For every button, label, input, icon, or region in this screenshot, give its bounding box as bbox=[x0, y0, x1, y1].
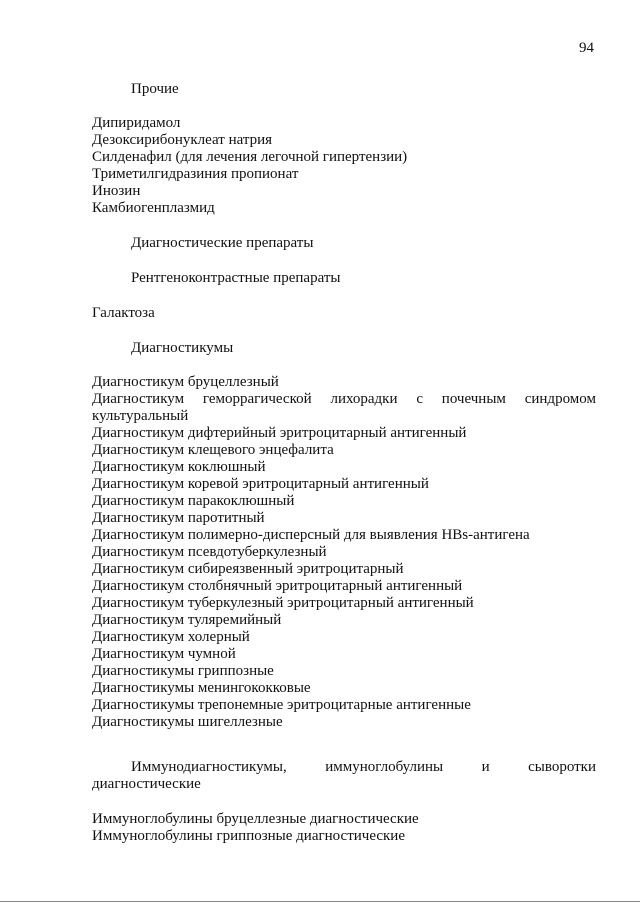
heading-diagnostic: Диагностические препараты bbox=[131, 235, 314, 251]
list-item-justified bbox=[92, 391, 596, 408]
list-xray bbox=[92, 305, 596, 322]
heading-diagnosticums: Диагностикумы bbox=[131, 340, 234, 356]
list-item: Галактоза bbox=[92, 305, 155, 321]
list-item: Диагностикум клещевого энцефалита bbox=[92, 442, 334, 458]
word: синдромом bbox=[524, 391, 596, 407]
list-diagnosticums bbox=[92, 374, 596, 731]
heading-other: Прочие bbox=[131, 81, 179, 97]
list-item: культуральный bbox=[92, 408, 189, 424]
list-item: Иммуноглобулины гриппозные диагностические bbox=[92, 828, 405, 844]
list-item: Диагностикум туляремийный bbox=[92, 612, 282, 628]
list-item: Диагностикум сибиреязвенный эритроцитарный bbox=[92, 561, 404, 577]
heading-immuno bbox=[131, 759, 596, 776]
list-item: Диагностикум бруцеллезный bbox=[92, 374, 279, 390]
list-item: Диагностикум паротитный bbox=[92, 510, 265, 526]
list-item: Диагностикум псевдотуберкулезный bbox=[92, 544, 327, 560]
list-item: Диагностикум коревой эритроцитарный антигенный bbox=[92, 476, 429, 492]
list-item: Диагностикумы гриппозные bbox=[92, 663, 274, 679]
list-item: Диагностикум дифтерийный эритроцитарный антигенный bbox=[92, 425, 467, 441]
list-other bbox=[92, 115, 596, 217]
bottom-edge-line bbox=[0, 901, 640, 902]
word: сыворотки bbox=[528, 759, 596, 775]
list-item: Диагностикум коклюшный bbox=[92, 459, 266, 475]
heading-immuno-cont bbox=[92, 776, 596, 793]
list-item: Диагностикум чумной bbox=[92, 646, 236, 662]
list-item: Силденафил (для лечения легочной гипертензии) bbox=[92, 149, 408, 165]
word: и bbox=[481, 759, 490, 775]
heading-continuation: диагностические bbox=[92, 776, 201, 792]
list-item: Дезоксирибонуклеат натрия bbox=[92, 132, 273, 148]
list-item: Диагностикумы шигеллезные bbox=[92, 714, 283, 730]
list-item: Иммуноглобулины бруцеллезные диагностические bbox=[92, 811, 419, 827]
word: геморрагической bbox=[202, 391, 312, 407]
list-immuno bbox=[92, 811, 596, 845]
list-item: Диагностикум столбнячный эритроцитарный антигенный bbox=[92, 578, 463, 594]
word: Диагностикум bbox=[92, 391, 185, 407]
list-item: Диагностикум холерный bbox=[92, 629, 250, 645]
heading-xray: Рентгеноконтрастные препараты bbox=[131, 270, 341, 286]
word: с bbox=[416, 391, 423, 407]
page-number: 94 bbox=[579, 40, 594, 56]
list-item: Инозин bbox=[92, 183, 141, 199]
list-item: Дипиридамол bbox=[92, 115, 181, 131]
word: иммуноглобулины bbox=[325, 759, 444, 775]
list-item: Диагностикумы менингококковые bbox=[92, 680, 311, 696]
list-item: Диагностикум полимерно-дисперсный для выявления HBs-антигена bbox=[92, 527, 530, 543]
list-item: Диагностикум туберкулезный эритроцитарный антигенный bbox=[92, 595, 474, 611]
list-item: Триметилгидразиния пропионат bbox=[92, 166, 299, 182]
list-item: Диагностикум паракоклюшный bbox=[92, 493, 295, 509]
word: Иммунодиагностикумы, bbox=[131, 759, 287, 775]
word: почечным bbox=[441, 391, 506, 407]
list-item: Диагностикумы трепонемные эритроцитарные антигенные bbox=[92, 697, 471, 713]
word: лихорадки bbox=[330, 391, 398, 407]
list-item: Камбиогенплазмид bbox=[92, 200, 215, 216]
